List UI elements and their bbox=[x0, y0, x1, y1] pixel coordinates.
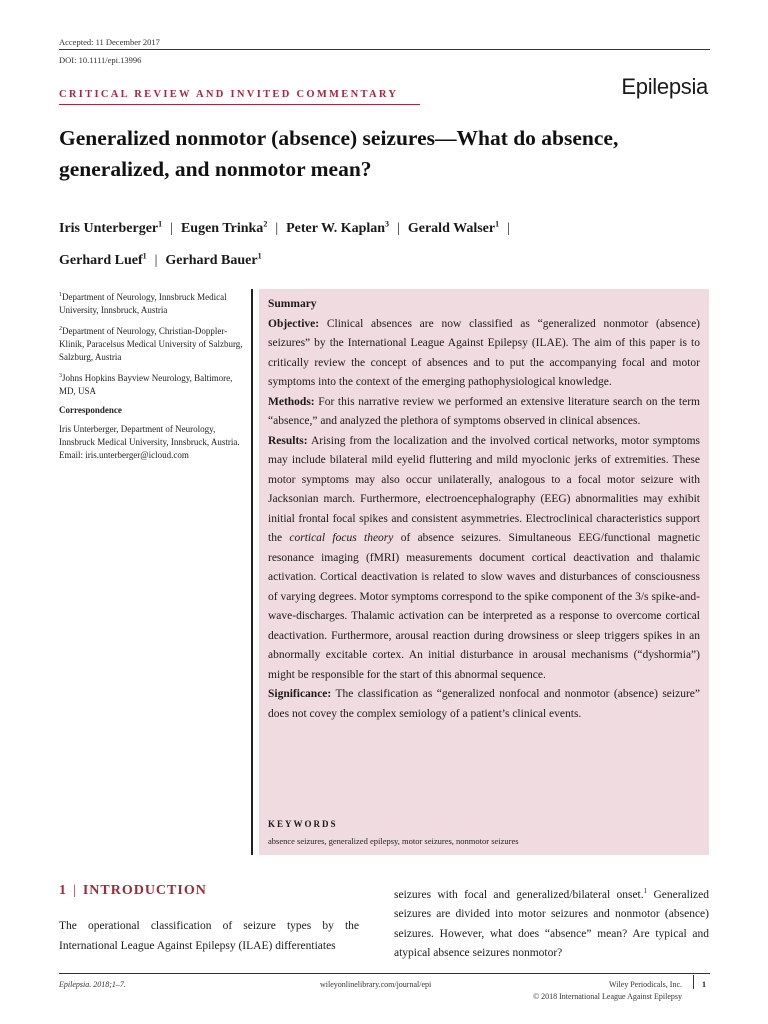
journal-logo: Epilepsia bbox=[621, 74, 708, 99]
section-underline bbox=[59, 104, 420, 105]
section-heading: 1 | INTRODUCTION bbox=[59, 883, 207, 898]
summary-results: Results: Arising from the localization and the involved cortical networks, motor symptoms may include bilateral mild eyelid fluttering and mild myoclonic jerks of extremities. These motor symptoms may also occur unilaterally, analogous to a focal motor seizure with Jacksonian march. Furthermore, electroencephalography (EEG) abnormalities may exhibit initial frontal focal spikes and consistent asymmetries. Electroclinical characteristics support the cortical focus theory of absence seizures. Simultaneous EEG/functional magnetic resonance imaging (fMRI) measurements document cortical deactivation and thalamic activation. Cortical deactivation is related to slow waves and disturbances of consciousness of varying degrees. Motor symptoms correspond to the spike component of the 3/s spike-and-wave-discharges. Thalamic activation can be interpreted as a response to overcome cortical deactivation. Furthermore, arousal reaction during drowsiness or sleep triggers spikes in an abnormally excitable cortex. An initial disturbance in arousal mechanisms (“dyshormia”) might be responsible for the start of this abnormal sequence. bbox=[268, 434, 700, 681]
author-name[interactable]: Gerald Walser$^1$ bbox=[407, 219, 500, 236]
footer-url[interactable]: wileyonlinelibrary.com/journal/epi bbox=[320, 980, 432, 989]
header-rule bbox=[59, 49, 710, 50]
footer-citation: Epilepsia. 2018;1–7. bbox=[59, 980, 126, 989]
footer-copyright: © 2018 International League Against Epilepsy bbox=[533, 992, 682, 1001]
reference-link[interactable]: 1 bbox=[643, 887, 648, 895]
footer-publisher: Wiley Periodicals, Inc. bbox=[609, 980, 682, 989]
summary-objective: Objective: Clinical absences are now classified as “generalized nonmotor (absence) seizures” by the International League Against Epilepsy (ILAE). The aim of this paper is to critically review the concept of absences and to put the accompanying focal and motor symptoms into the context of the emerging pathophysiological knowledge. bbox=[268, 317, 701, 388]
affiliations bbox=[59, 289, 244, 462]
author-name[interactable]: Eugen Trinka$^2$ bbox=[180, 219, 268, 236]
author-separator: | bbox=[275, 220, 279, 236]
summary-methods: Methods: For this narrative review we performed an extensive literature search on the term “absence,” and analyzed the plethora of symptoms observed in clinical absences. bbox=[268, 395, 700, 427]
keywords-heading: KEYWORDS bbox=[268, 819, 338, 829]
footer-rule bbox=[59, 973, 710, 974]
section-label: CRITICAL REVIEW AND INVITED COMMENTARY bbox=[59, 89, 399, 100]
author-name[interactable]: Gerhard Bauer$^1$ bbox=[165, 251, 262, 269]
author-separator: | bbox=[507, 220, 510, 236]
summary-significance: Significance: The classification as “generalized nonfocal and nonmotor (absence) seizure” does not covey the complex semiology of a patient’s clinical events. bbox=[268, 688, 700, 720]
doi[interactable]: DOI: 10.1111/epi.13996 bbox=[59, 55, 142, 65]
author-separator: | bbox=[397, 220, 400, 236]
summary-heading: Summary bbox=[268, 298, 317, 310]
correspondence-email[interactable]: Email: iris.unterberger@icloud.com bbox=[59, 450, 189, 460]
page-number: 1 bbox=[702, 980, 706, 989]
author-list bbox=[59, 210, 699, 275]
author-name[interactable]: Peter W. Kaplan$^3$ bbox=[286, 219, 390, 236]
summary bbox=[268, 295, 700, 724]
correspondence-heading: Correspondence bbox=[59, 405, 122, 415]
body-text-right: seizures with focal and generalized/bilateral onset.$^1$ Generalized seizures are divided into motor seizures and nonmotor (absence) seizures. However, what does “absence” mean? Are typical and atypical absence seizures nonmotor? bbox=[394, 887, 709, 960]
footer-divider bbox=[693, 975, 694, 989]
keywords-text: absence seizures, generalized epilepsy, motor seizures, nonmotor seizures bbox=[268, 836, 519, 846]
accepted-date: Accepted: 11 December 2017 bbox=[59, 37, 160, 47]
author-name[interactable]: Gerhard Luef$^1$ bbox=[59, 251, 147, 269]
affiliation-item: $^2$Department of Neurology, Christian-Doppler-Klinik, Paracelsus Medical University of Salzburg, Salzburg, Austria bbox=[59, 326, 243, 362]
sidebar-divider bbox=[251, 289, 253, 855]
author-separator: | bbox=[170, 220, 173, 236]
correspondence-text: Iris Unterberger, Department of Neurology, Innsbruck Medical University, Innsbruck, Austria. bbox=[59, 424, 240, 447]
author-name[interactable]: Iris Unterberger$^1$ bbox=[59, 219, 163, 236]
affiliation-item: $^1$Department of Neurology, Innsbruck Medical University, Innsbruck, Austria bbox=[59, 292, 227, 315]
affiliation-item: $^3$Johns Hopkins Bayview Neurology, Baltimore, MD, USA bbox=[59, 373, 233, 396]
author-separator: | bbox=[154, 253, 158, 269]
body-text-left: The operational classification of seizure types by the International League Against Epilepsy (ILAE) differentiates bbox=[59, 920, 359, 952]
article-title: Generalized nonmotor (absence) seizures—What do absence, generalized, and nonmotor mean? bbox=[59, 126, 619, 181]
